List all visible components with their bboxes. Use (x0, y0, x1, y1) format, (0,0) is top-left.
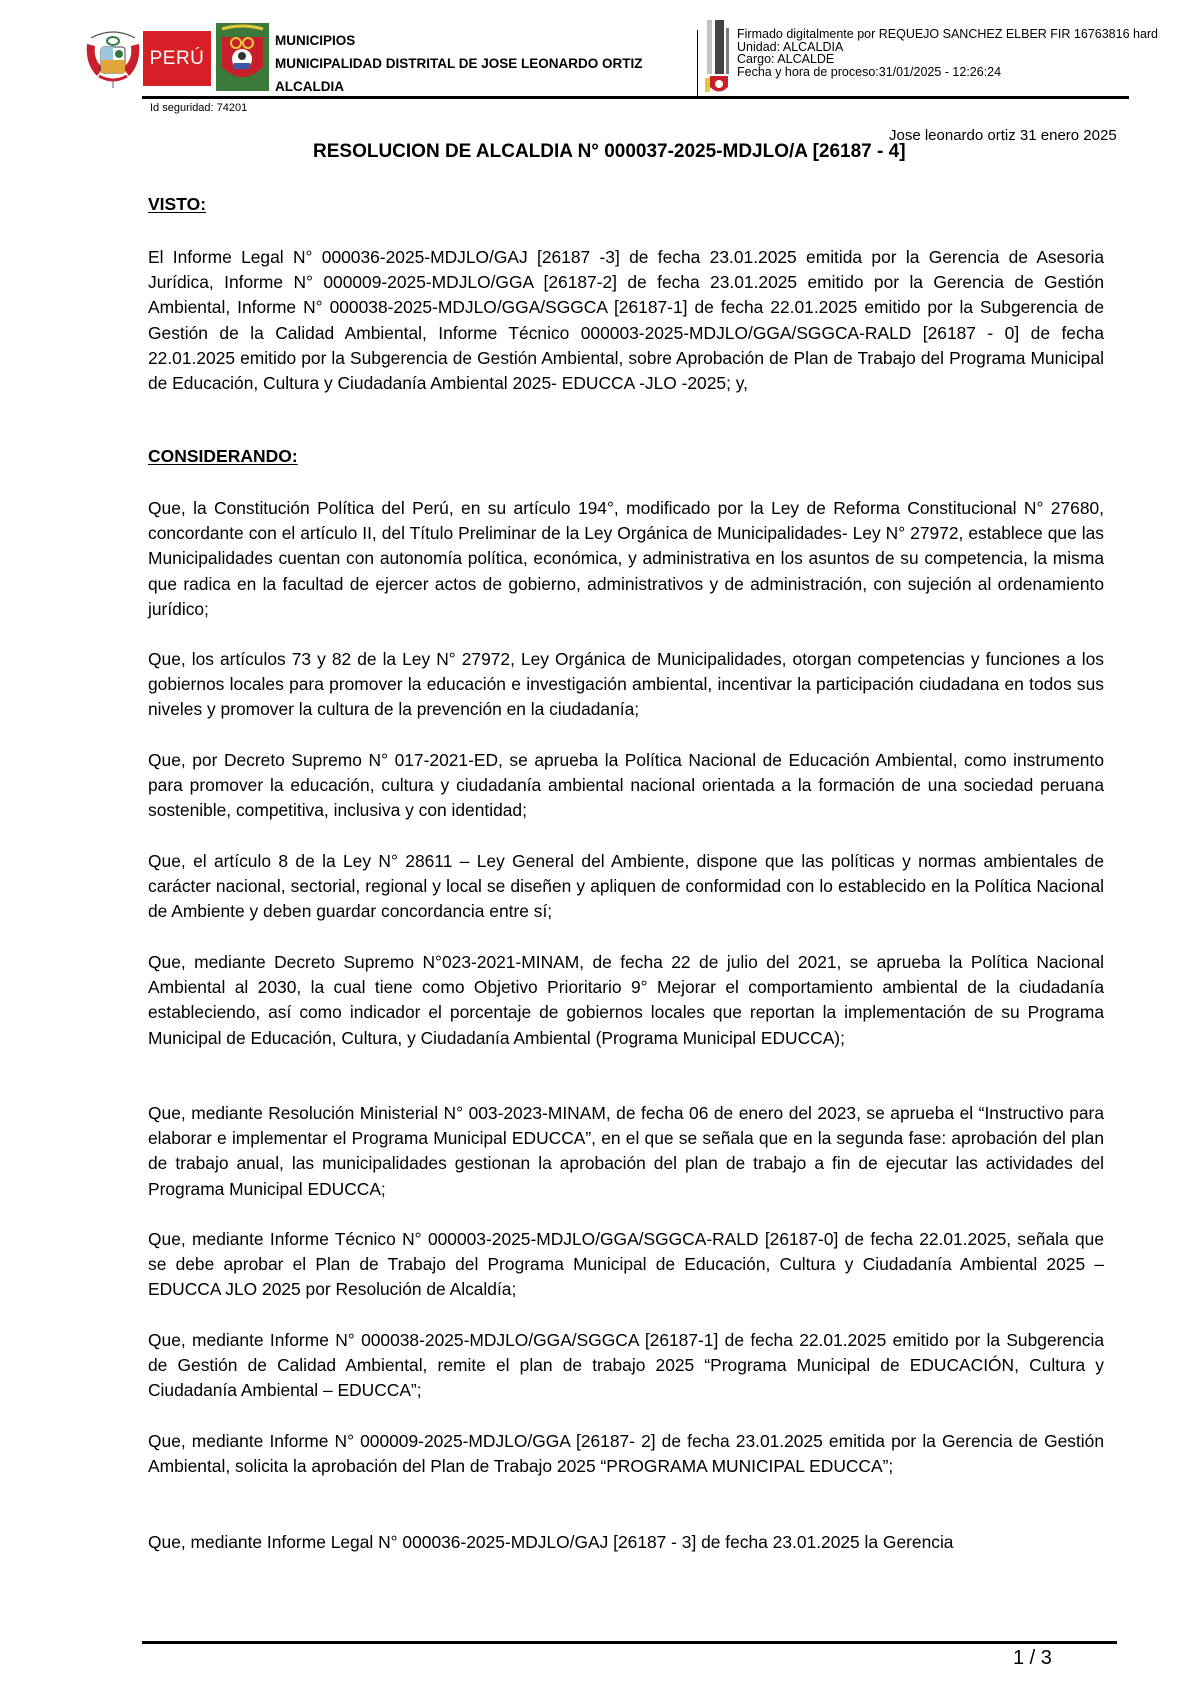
considerando-paragraph: Que, mediante Informe N° 000009-2025-MDJLO/GGA [26187- 2] de fecha 23.01.2025 emitida por la Gerencia de Gestión Ambiental, solicita la aprobación del Plan de Trabajo 2025 “PROGRAMA MUNICIPAL EDUCCA”; (148, 1431, 1104, 1477)
footer-divider (142, 1641, 1117, 1644)
municipal-shield-logo-icon (216, 23, 269, 91)
considerando-paragraph: Que, mediante Decreto Supremo N°023-2021-MINAM, de fecha 22 de julio del 2021, se aprueba la Política Nacional Ambiental al 2030, la cual tiene como Objetivo Prioritario 9° Mejorar el comportamiento ambiental de la ciudadanía estableciendo, así como indicador el porcentaje de gobiernos locales que reportan la implementación de su Programa Municipal de Educación, Cultura, y Ciudadanía Ambiental (Programa Municipal EDUCCA); (148, 952, 1104, 1048)
considerando-paragraph: Que, el artículo 8 de la Ley N° 28611 – Ley General del Ambiente, dispone que las políticas y normas ambientales de carácter nacional, sectorial, regional y local se diseñen y apliquen de conformidad con lo establecido en la Política Nacional de Ambiente y deben guardar concordancia entre sí; (148, 851, 1104, 922)
signature-vertical-label-icon (703, 18, 731, 74)
header-org-category: MUNICIPIOS (275, 33, 356, 48)
considerando-paragraph: Que, por Decreto Supremo N° 017-2021-ED, se aprueba la Política Nacional de Educación Ambiental, como instrumento para promover la educación, cultura y ciudadanía ambiental nacional orientada a la formación de una sociedad peruana sostenible, competitiva, inclusiva y con identidad; (148, 750, 1104, 821)
security-id: Id seguridad: 74201 (150, 102, 248, 114)
signature-signed-by: Firmado digitalmente por REQUEJO SANCHEZ ELBER FIR 16763816 hard (737, 27, 1159, 41)
considerando-paragraph: Que, mediante Informe N° 000038-2025-MDJLO/GGA/SGGCA [26187-1] de fecha 22.01.2025 emitido por la Subgerencia de Gestión de Calidad Ambiental, remite el plan de trabajo 2025 “Programa Municipal de EDUCACIÓN, Cultura y Ciudadanía Ambiental – EDUCCA”; (148, 1330, 1104, 1401)
visto-heading: VISTO: (148, 194, 207, 214)
signature-unit: Unidad: ALCALDIA (737, 40, 844, 54)
considerando-paragraph: Que, mediante Informe Legal N° 000036-2025-MDJLO/GAJ [26187 - 3] de fecha 23.01.2025 la Gerencia (148, 1532, 954, 1552)
considerando-heading: CONSIDERANDO: (148, 446, 298, 466)
page-indicator: 1 / 3 (1013, 1647, 1052, 1669)
signature-position: Cargo: ALCALDE (737, 52, 835, 66)
signature-datetime: Fecha y hora de proceso:31/01/2025 - 12:26:24 (737, 65, 1002, 79)
header-divider (142, 96, 1129, 99)
visto-paragraph: El Informe Legal N° 000036-2025-MDJLO/GAJ [26187 -3] de fecha 23.01.2025 emitida por la Gerencia de Asesoria Jurídica, Informe N° 000009-2025-MDJLO/GGA [26187-2] de fecha 23.01.2025 emitido por la Gerencia de Gestión Ambiental, Informe N° 000038-2025-MDJLO/GGA/SGGCA [26187-1] de fecha 22.01.2025 emitido por la Subgerencia de Gestión de la Calidad Ambiental, Informe Técnico 000003-2025-MDJLO/GGA/SGGCA-RALD [26187 - 0] de fecha 22.01.2025 emitido por la Subgerencia de Gestión Ambiental, sobre Aprobación de Plan de Trabajo del Programa Municipal de Educación, Cultura y Ciudadanía Ambiental 2025- EDUCCA -JLO -2025; y, (148, 247, 1104, 394)
peru-brand-logo: PERÚ (143, 31, 211, 86)
peru-coat-of-arms-icon (85, 24, 141, 90)
considerando-paragraph: Que, mediante Resolución Ministerial N° 003-2023-MINAM, de fecha 06 de enero del 2023, se aprueba el “Instructivo para elaborar e implementar el Programa Municipal EDUCCA”, en el que se señala que en la segunda fase: aprobación del plan de trabajo anual, las municipalidades gestionan la aprobación del plan de trabajo a fin de ejecutar las actividades del Programa Municipal EDUCCA; (148, 1103, 1104, 1199)
header-municipality-name: MUNICIPALIDAD DISTRITAL DE JOSE LEONARDO ORTIZ (275, 56, 643, 71)
resolution-title: RESOLUCION DE ALCALDIA N° 000037-2025-MDJLO/A [26187 - 4] (313, 141, 906, 162)
considerando-paragraph: Que, los artículos 73 y 82 de la Ley N° 27972, Ley Orgánica de Municipalidades, otorgan competencias y funciones a los gobiernos locales para promover la educación e investigación ambiental, incentivar la participación ciudadana en todos sus niveles y promover la cultura de la prevención en la ciudadanía; (148, 649, 1104, 720)
considerando-paragraph: Que, mediante Informe Técnico N° 000003-2025-MDJLO/GGA/SGGCA-RALD [26187-0] de fecha 22.01.2025, señala que se debe aprobar el Plan de Trabajo del Programa Municipal de Educación, Cultura y Ciudadanía Ambiental 2025 – EDUCCA JLO 2025 por Resolución de Alcaldía; (148, 1229, 1104, 1300)
header-office-name: ALCALDIA (275, 79, 344, 94)
signature-seal-icon (705, 74, 729, 94)
signature-divider (697, 30, 698, 97)
considerando-paragraph: Que, la Constitución Política del Perú, en su artículo 194°, modificado por la Ley de Reforma Constitucional N° 27680, concordante con el artículo II, del Título Preliminar de la Ley Orgánica de Municipalidades- Ley N° 27972, establece que las Municipalidades cuentan con autonomía política, económica, y administrativa en los asuntos de su competencia, la misma que radica en la facultad de ejercer actos de gobierno, administrativos y de administración, con sujeción al ordenamiento jurídico; (148, 498, 1104, 619)
place-and-date: Jose leonardo ortiz 31 enero 2025 (889, 127, 1117, 144)
